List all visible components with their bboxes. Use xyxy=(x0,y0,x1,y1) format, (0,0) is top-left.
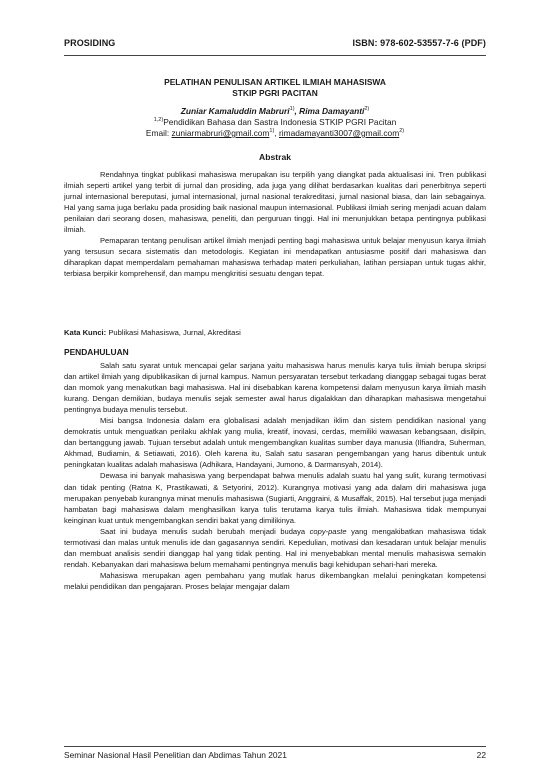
footer-page-number: 22 xyxy=(476,750,486,760)
title-line-2: STKIP PGRI PACITAN xyxy=(232,88,318,98)
section-heading-introduction: PENDAHULUAN xyxy=(64,347,129,357)
header-divider xyxy=(64,55,486,56)
author-2-name: , Rima Damayanti xyxy=(294,105,365,116)
intro-paragraph-4-end: yang mengakibatkan mahasiswa tidak termotivasi dan malas untuk menulis ide dan gagasannya sendiri. Kepedulian, motivasi dan kesadaran untuk belajar menulis dan membuat analisis sendiri dianggap hal yang tidak penting. Hal ini menyebabkan mental menulis mahasiswa semakin rendah. Kebanyakan dari mahasiswa belum memahami pentingnya menulis bagi kehidupan sehari-hari mereka. xyxy=(64,526,486,569)
author-1-sup: 1) xyxy=(289,106,295,112)
title-line-1: PELATIHAN PENULISAN ARTIKEL ILMIAH MAHASISWA xyxy=(164,77,386,87)
author-1-name: Zuniar Kamaluddin Mabruri xyxy=(180,105,290,116)
intro-paragraph-4-start: Saat ini budaya menulis sudah berubah menjadi budaya xyxy=(100,526,310,536)
introduction-body xyxy=(64,360,486,592)
keywords-text: Publikasi Mahasiswa, Jurnal, Akreditasi xyxy=(106,328,241,337)
abstract-body xyxy=(64,169,486,279)
email-link-2[interactable]: rimadamayanti3007@gmail.com xyxy=(278,127,400,138)
abstract-paragraph-1: Rendahnya tingkat publikasi mahasiswa merupakan isu terpilih yang diangkat pada aktualisasi ini. Tren publikasi ilmiah seperti artikel yang terbit di jurnal dan prosiding, ada juga yang dilihat berdasarkan kualitas dari penerbitnya seperti jurnal internasional bereputasi, jurnal internasional, jurnal nasional terakreditasi, jurnal nasional biasa, dan lain sebagainya. Hal yang sama juga berlaku pada prosiding baik nasional maupun internasional. Publikasi ilmiah sering menjadi acuan dalam penilaian dari seorang dosen, mahasiswa, peneliti, dan perguruan tinggi. Hal ini menunjukkan betapa pentingnya publikasi ilmiah. xyxy=(64,170,486,235)
footer-divider xyxy=(64,746,486,747)
intro-paragraph-4 xyxy=(64,526,486,570)
abstract-heading: Abstrak xyxy=(259,152,291,162)
email-line xyxy=(64,126,486,139)
affiliation-text: Pendidikan Bahasa dan Sastra Indonesia STKIP PGRI Pacitan xyxy=(163,116,397,127)
email-1-sup: 1) xyxy=(269,128,275,134)
header-proceedings-label: PROSIDING xyxy=(64,38,116,48)
affiliation-sup: 1,2) xyxy=(153,117,164,123)
abstract-paragraph-2: Pemaparan tentang penulisan artikel ilmiah menjadi penting bagi mahasiswa untuk belajar menyusun karya ilmiah yang tersusun secara sistematis dan metodologis. Kegiatan ini mendapatkan antusiasme positif dari mahasiswa dan diharapkan dapat memperdalam pemahaman mahasiswa terhadap materi perkuliahan, latihan persiapan untuk tugas akhir, terbiasa berpikir komprehensif, dan mampu mengkritisi sesuatu dengan tepat. xyxy=(64,236,486,279)
intro-paragraph-1: Salah satu syarat untuk mencapai gelar sarjana yaitu mahasiswa harus menulis karya tulis ilmiah berupa skripsi dan artikel ilmiah yang dipublikasikan di jurnal kampus. Namun persyaratan tersebut terkadang dianggap sebagai tugas berat dan momok yang menakutkan bagi mahasiswa. Hal ini disebabkan karena kompetensi dalam menyusun karya ilmiah masih kurang. Dengan demikian, budaya menulis sejak semester awal harus digalakkan dan diharapkan mahasiswa mengetahui pentingnya budaya menulis tersebut. xyxy=(64,361,486,415)
paper-title xyxy=(64,77,486,99)
keywords xyxy=(64,327,486,338)
email-link-1[interactable]: zuniarmabruri@gmail.com xyxy=(171,127,270,138)
email-separator: , xyxy=(274,127,279,138)
footer-conference: Seminar Nasional Hasil Penelitian dan Abdimas Tahun 2021 xyxy=(64,750,287,760)
keywords-label: Kata Kunci: xyxy=(64,328,107,337)
author-2-sup: 2) xyxy=(364,106,370,112)
running-header xyxy=(64,38,486,52)
header-isbn: ISBN: 978-602-53557-7-6 (PDF) xyxy=(352,38,486,48)
email-label: Email: xyxy=(145,127,172,138)
intro-paragraph-5: Mahasiswa merupakan agen pembaharu yang mutlak harus dikembangkan melalui peningkatan kompetensi melalui pendidikan dan pengajaran. Proses belajar mengajar dalam xyxy=(64,570,486,591)
intro-paragraph-4-emphasis: copy-paste xyxy=(309,526,347,536)
email-2-sup: 2) xyxy=(399,128,405,134)
intro-paragraph-2: Misi bangsa Indonesia dalam era globalisasi adalah menjadikan iklim dan sistem pendidikan nasional yang demokratis untuk menguatkan perilaku akhlak yang mulia, kreatif, inovasi, cerdas, memiliki wawasan kebangsaan, disilpin, dan bertanggung jawab. Tujuan tersebut adalah untuk mengembangkan kualitas sumber daya manusia (Ilfiandra, Suherman, Akhmad, Budiamin, & Setiawati, 2016). Oleh karena itu, Salah satu sasaran pengembangan yang harus dibentuk untuk peningkatan kualitas adalah mahasiswa (Adhikara, Handayani, Jumono, & Darmansyah, 2014). xyxy=(64,416,486,470)
intro-paragraph-3: Dewasa ini banyak mahasiswa yang berpendapat bahwa menulis adalah suatu hal yang sulit, kurang termotivasi dan tidak penting (Ratna K, Prastikawati, & Setyorini, 2012). Kurangnya motivasi yang ada dalam diri mahasiswa juga merupakan penyebab kurangnya minat menulis mahasiswa (Sugiarti, Anggraini, & Musaffak, 2015). Hal tersebut juga menjadi hambatan bagi mahasiswa dalam menghasilkan karya tulis terutama karya tulis ilmiah. Mahasiswa tidak mempunyai keinginan kuat untuk mengembangkan sendiri bakat yang dimilikinya. xyxy=(64,471,486,525)
